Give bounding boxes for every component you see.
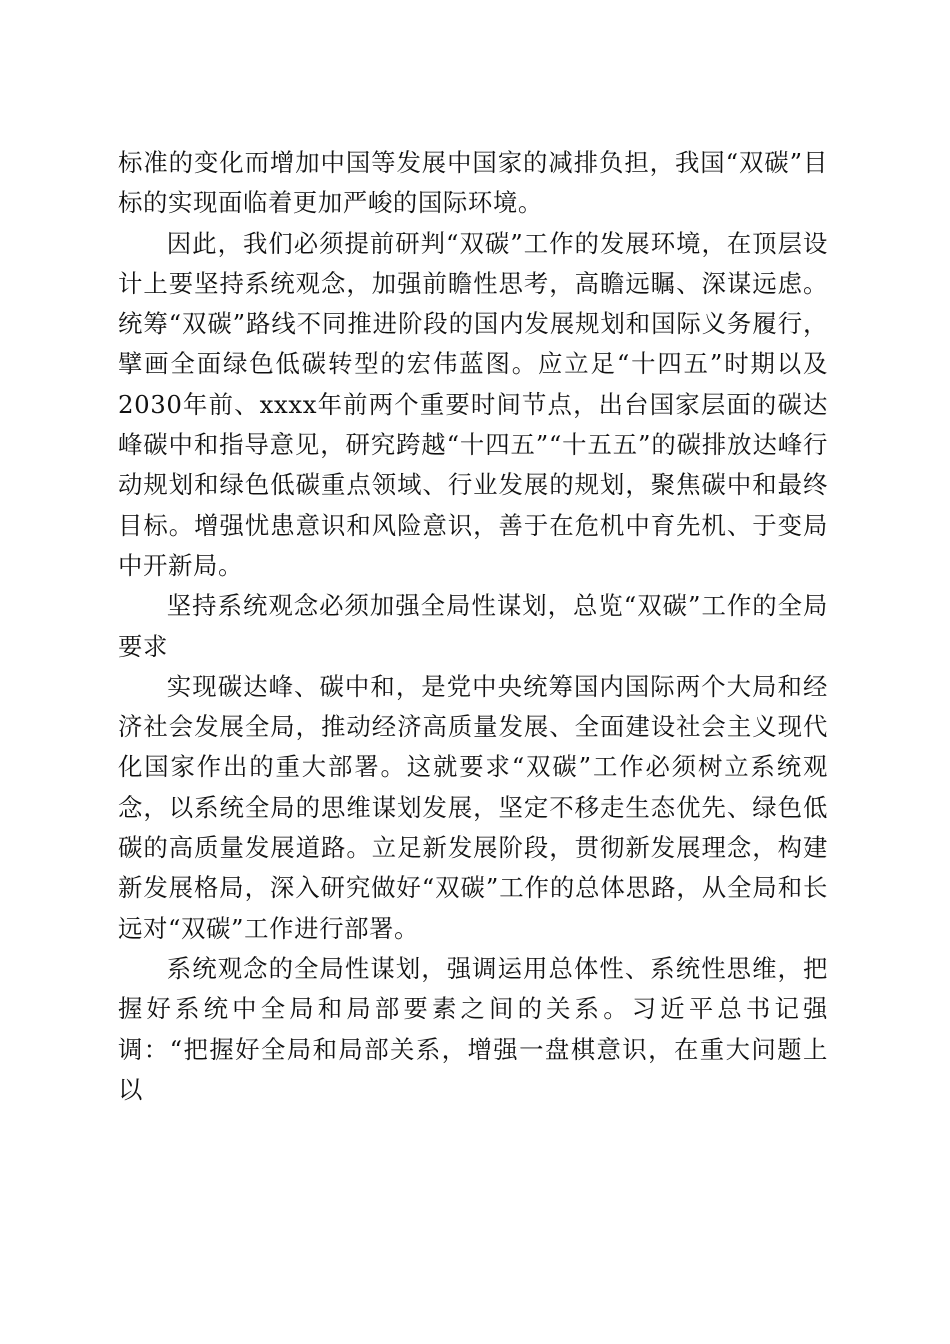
paragraph-1: 标准的变化而增加中国等发展中国家的减排负担，我国“双碳”目标的实现面临着更加严峻的国际环境。	[118, 148, 828, 218]
paragraph-2: 因此，我们必须提前研判“双碳”工作的发展环境，在顶层设计上要坚持系统观念，加强前瞻性思考，高瞻远瞩、深谋远虑。统筹“双碳”路线不同推进阶段的国内发展规划和国际义务履行，擘画全面绿色低碳转型的宏伟蓝图。应立足“十四五”时期以及2030年前、xxxx年前两个重要时间节点，出台国家层面的碳达峰碳中和指导意见，研究跨越“十四五”“十五五”的碳排放达峰行动规划和绿色低碳重点领域、行业发展的规划，聚焦碳中和最终目标。增强忧患意识和风险意识，善于在危机中育先机、于变局中开新局。	[118, 228, 828, 580]
paragraph-3-heading: 坚持系统观念必须加强全局性谋划，总览“双碳”工作的全局要求	[118, 591, 828, 661]
document-body	[118, 143, 828, 1110]
paragraph-4: 实现碳达峰、碳中和，是党中央统筹国内国际两个大局和经济社会发展全局，推动经济高质量发展、全面建设社会主义现代化国家作出的重大部署。这就要求“双碳”工作必须树立系统观念，以系统全局的思维谋划发展，坚定不移走生态优先、绿色低碳的高质量发展道路。立足新发展阶段，贯彻新发展理念，构建新发展格局，深入研究做好“双碳”工作的总体思路，从全局和长远对“双碳”工作进行部署。	[118, 671, 828, 943]
paragraph-5: 系统观念的全局性谋划，强调运用总体性、系统性思维，把握好系统中全局和局部要素之间的关系。习近平总书记强调：“把握好全局和局部关系，增强一盘棋意识，在重大问题上以	[118, 953, 828, 1104]
